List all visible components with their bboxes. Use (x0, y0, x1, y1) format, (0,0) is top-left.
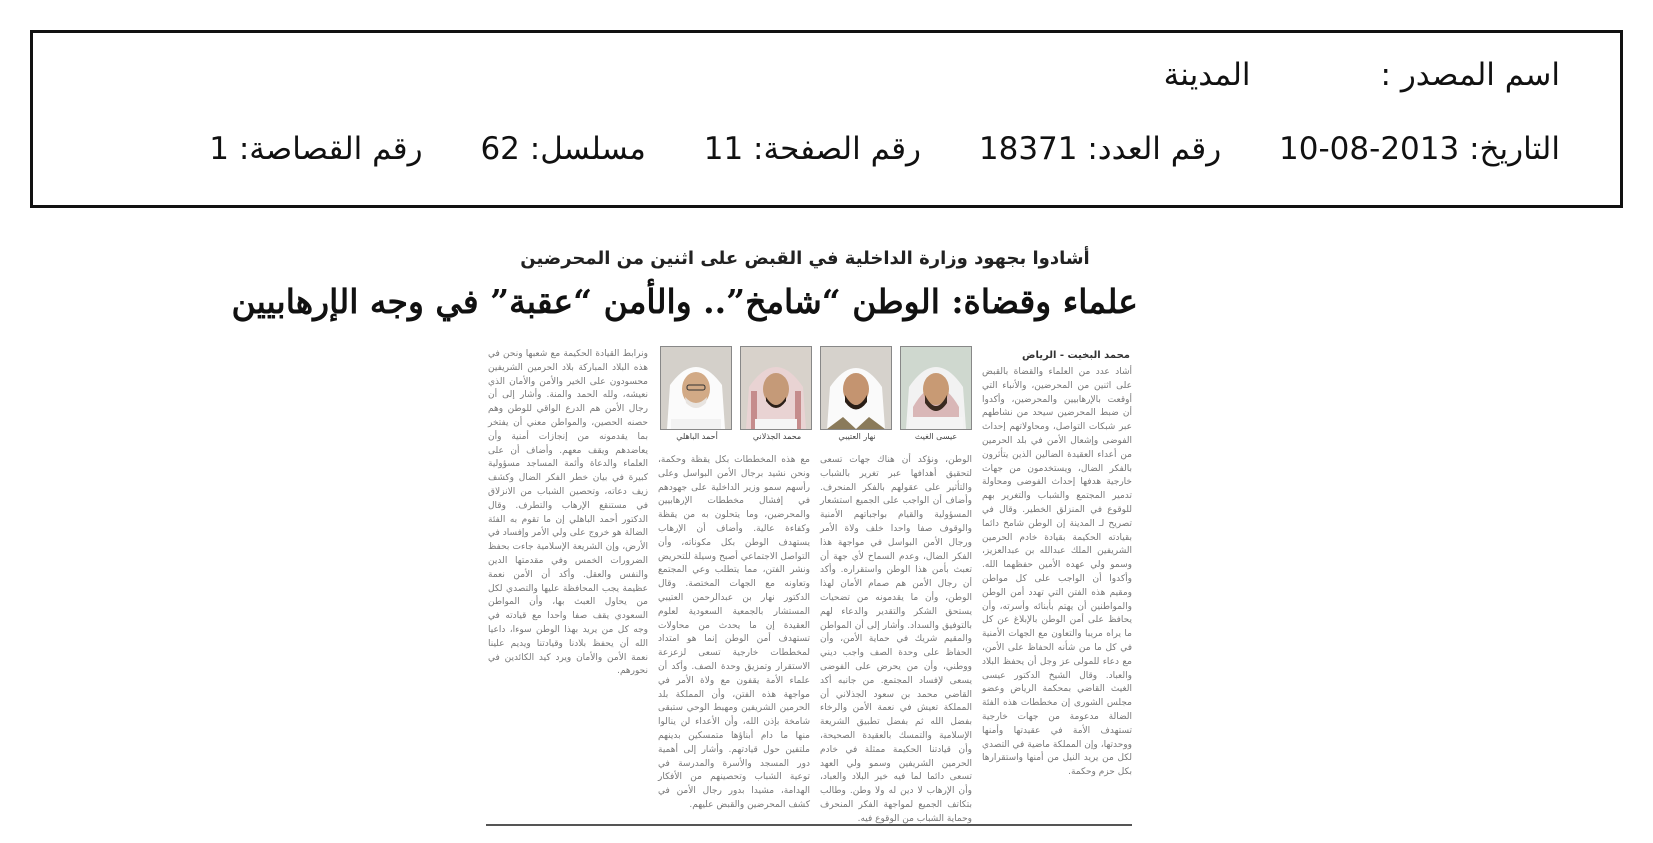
article-column-4: ونرابط القيادة الحكيمة مع شعبها ونحن في هذه البلاد المباركة بلاد الحرمين الشريفين محسودون على الخير والأمن والأمان الذي نعيشه، ولله الحمد والمنة. وأشار إلى أن رجال الأمن هم الدرع الواقي للوطن وهم حصنه الحصين، والمواطن معني أن يفتخر بما يقدمونه من إنجازات أمنية وأن يعاضدهم ويقف معهم. وأضاف أن على العلماء والدعاة وأئمة المساجد مسؤولية كبيرة في بيان خطر الفكر الضال وكشف زيف دعاته، وتحصين الشباب من الانزلاق في مستنقع الإرهاب والتطرف. وقال الدكتور أحمد الباهلي إن ما تقوم به الفئة الضالة هو خروج على ولي الأمر وإفساد في الأرض، وإن الشريعة الإسلامية جاءت بحفظ الضرورات الخمس وفي مقدمتها الدين والنفس والعقل. وأكد أن الأمن نعمة عظيمة يجب المحافظة عليها والتصدي لكل من يحاول العبث بها، وأن المواطن السعودي يقف صفا واحدا مع قيادته في وجه كل من يريد بهذا الوطن سوءا، داعيا الله أن يحفظ بلادنا وقيادتنا ويديم علينا نعمة الأمن والأمان ويرد كيد الكائدين في نحورهم. (488, 349, 648, 677)
source-line (1164, 55, 1560, 95)
bottom-rule (486, 824, 1132, 826)
article-byline: محمد البخيت - الرياض (1022, 350, 1130, 361)
article-kicker: أشادوا بجهود وزارة الداخلية في القبض على اثنين من المحرضين (520, 248, 1090, 269)
portrait-caption-2: نهار العتيبي (838, 432, 876, 441)
date-label: التاريخ: (1469, 131, 1560, 167)
source-value: المدينة (1163, 57, 1251, 93)
newspaper-clipping (231, 242, 1138, 830)
portrait-photo-4 (660, 346, 732, 430)
page-label: رقم الصفحة: (753, 131, 922, 167)
date-value: 2013-08-10 (1279, 131, 1460, 167)
article-column-3: مع هذه المخططات بكل يقظة وحكمة، ونحن نشيد برجال الأمن البواسل وعلى رأسهم سمو وزير الداخلية على جهودهم في إفشال مخططات الإرهابيين والمحرضين، وما يتحلون به من يقظة وكفاءة عالية. وأضاف أن الإرهاب يستهدف الوطن بكل مكوناته، وأن التواصل الاجتماعي أصبح وسيلة للتحريض ونشر الفتن، مما يتطلب وعي المجتمع وتعاونه مع الجهات المختصة. وقال الدكتور نهار بن عبدالرحمن العتيبي المستشار بالجمعية السعودية لعلوم العقيدة إن ما يحدث من محاولات تستهدف أمن الوطن إنما هو امتداد لمخططات خارجية تسعى لزعزعة الاستقرار وتمزيق وحدة الصف. وأكد أن علماء الأمة يقفون مع ولاة الأمر في مواجهة هذه الفتن، وأن المملكة بلد الحرمين الشريفين ومهبط الوحي ستبقى شامخة بإذن الله، وأن الأعداء لن ينالوا منها ما دام أبناؤها متمسكين بدينهم ملتفين حول قيادتهم. وأشار إلى أهمية دور المسجد والأسرة والمدرسة في توعية الشباب وتحصينهم من الأفكار الهدامة، مشيدا بدور رجال الأمن في كشف المحرضين والقبض عليهم. (658, 455, 810, 810)
issue-label: رقم العدد: (1087, 131, 1222, 167)
portrait-caption-4: أحمد الباهلي (676, 432, 718, 441)
portrait-photo-2 (820, 346, 892, 430)
serial-label: مسلسل: (529, 131, 646, 167)
article-column-2: الوطن، ونؤكد أن هناك جهات تسعى لتحقيق أهدافها عبر تغرير بالشباب والتأثير على عقولهم بالفكر المنحرف. وأضاف أن الواجب على الجميع استشعار المسؤولية والقيام بواجباتهم الأمنية والوقوف صفا واحدا خلف ولاة الأمر ورجال الأمن البواسل في مواجهة هذا الفكر الضال، وعدم السماح لأي جهة أن تعبث بأمن هذا الوطن واستقراره. وأكد أن رجال الأمن هم صمام الأمان لهذا الوطن، وأن ما يقدمونه من تضحيات يستحق الشكر والتقدير والدعاء لهم بالتوفيق والسداد. وأشار إلى أن المواطن والمقيم شريك في حماية الأمن، وأن الحفاظ على وحدة الصف واجب ديني ووطني، وأن من يحرض على الفوضى يسعى لإفساد المجتمع. من جانبه أكد القاضي محمد بن سعود الجذلاني أن المملكة تعيش في نعمة الأمن والرخاء بفضل الله ثم بفضل تطبيق الشريعة الإسلامية والتمسك بالعقيدة الصحيحة، وأن قيادتنا الحكيمة ممثلة في خادم الحرمين الشريفين وسمو ولي العهد تسعى دائما لما فيه خير البلاد والعباد، وأن الإرهاب لا دين له ولا وطن. وطالب بتكاتف الجميع لمواجهة الفكر المنحرف وحماية الشباب من الوقوع فيه. (820, 455, 972, 824)
serial-value: 62 (480, 131, 520, 167)
article-column-1: أشاد عدد من العلماء والقضاة بالقبض على اثنين من المحرضين، والأنباء التي أوقعت بالإرهابيين والمحرضين، وأكدوا أن ضبط المحرضين سيحد من نشاطهم عبر شبكات التواصل، ومحاولاتهم إحداث الفوضى وإشعال الأمن في بلد الحرمين من أعداء العقيدة الضالين الذين يتأثرون بالفكر الضال، ويستخدمون من جهات خارجية هدفها إحداث الفوضى ومحاولة تدمير المجتمع والشباب والتغرير بهم للوقوع في المنزلق الخطير. وقال في تصريح لـ المدينة إن الوطن شامخ دائما بقيادته الحكيمة بقيادة خادم الحرمين الشريفين الملك عبدالله بن عبدالعزيز، وسمو ولي عهده الأمين حفظهما الله. وأكدوا أن الواجب على كل مواطن ومقيم هذه الفتن التي تهدد أمن الوطن والمواطنين أن يهتم بأبنائه وأسرته، وأن يحافظ على أمن الوطن بالإبلاغ عن كل ما يراه مريبا والتعاون مع الجهات الأمنية في كل ما من شأنه الحفاظ على الأمن، مع دعاء للمولى عز وجل أن يحفظ البلاد والعباد. وقال الشيخ الدكتور عيسى الغيث القاضي بمحكمة الرياض وعضو مجلس الشورى إن مخططات هذه الفئة الضالة مدعومة من جهات خارجية تستهدف الأمة في عقيدتها وأمنها ووحدتها، وإن المملكة ماضية في التصدي لكل من يريد النيل من أمنها واستقرارها بكل حزم وحكمة. (982, 367, 1132, 778)
article-headline: علماء وقضاة: الوطن “شامخ”.. والأمن “عقبة” في وجه الإرهابيين (231, 282, 1138, 321)
portrait-photo-3 (740, 346, 812, 430)
source-label: اسم المصدر : (1380, 57, 1560, 93)
page-value: 11 (703, 131, 744, 167)
source-info-box (30, 30, 1623, 208)
meta-line (209, 129, 1560, 169)
clip-label: رقم القصاصة: (238, 131, 423, 167)
portrait-caption-3: محمد الجذلاني (752, 432, 802, 441)
photo-strip (656, 346, 972, 446)
portrait-caption-1: عيسى الغيث (914, 432, 958, 441)
portrait-photo-1 (900, 346, 972, 430)
clip-value: 1 (209, 131, 229, 167)
issue-value: 18371 (978, 131, 1078, 167)
